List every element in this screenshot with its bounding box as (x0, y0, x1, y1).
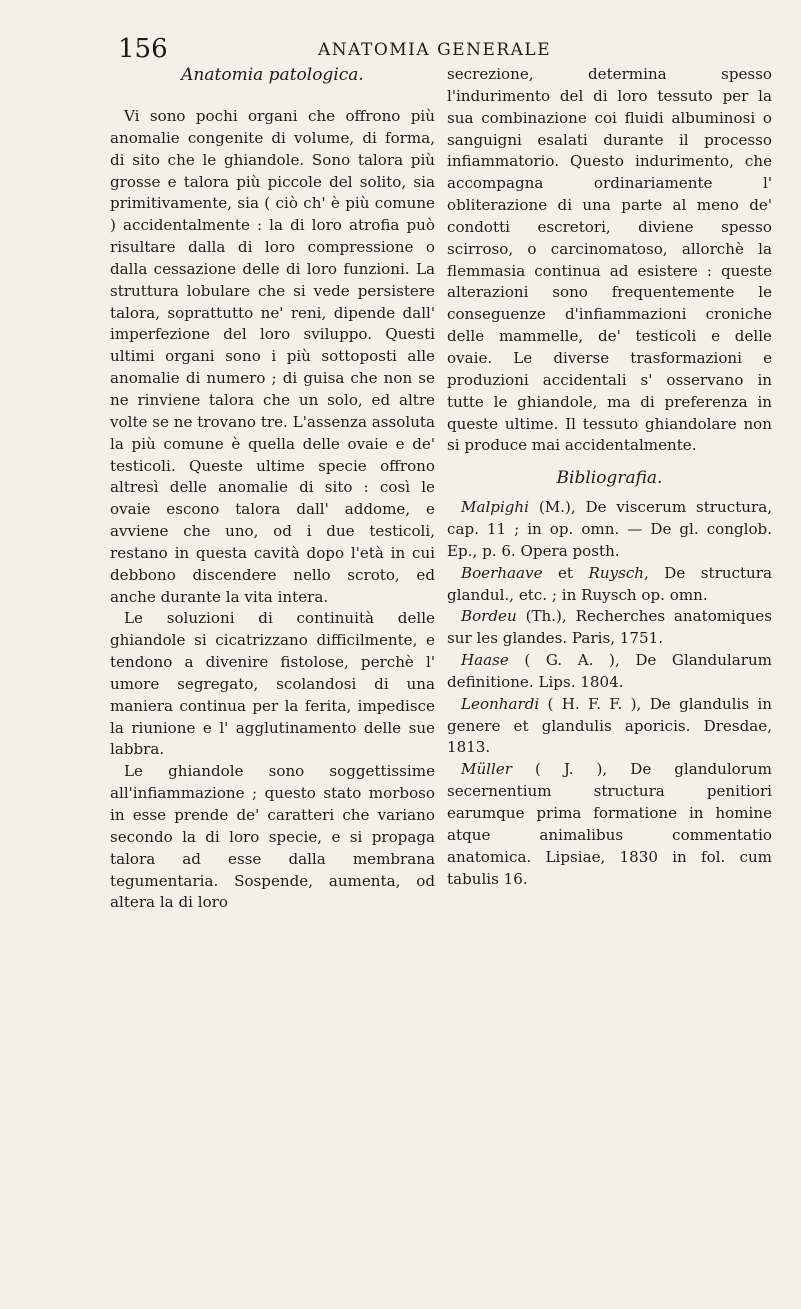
page-number: 156 (118, 34, 168, 64)
left-column (110, 64, 435, 914)
bib-text: ( G. A. ), De Glandularum definitione. Lips. 1804. (447, 651, 772, 691)
section-title: Anatomia patologica. (181, 65, 364, 85)
page-header (118, 34, 768, 68)
paragraph-inflammation: Le ghiandole sono soggettissime all'infiammazione ; questo stato morboso in esse prende de' caratteri che variano secondo la di loro specie, e si propaga talora ad esse dalla membrana tegumentaria. Sospende, aumenta, od altera la di loro (110, 762, 435, 912)
bib-entry (447, 606, 772, 650)
bib-author: Haase (461, 651, 509, 670)
bib-entry (447, 563, 772, 607)
running-head: ANATOMIA GENERALE (318, 40, 552, 60)
paragraph-secretion: secrezione, determina spesso l'indurimento del di loro tessuto per la sua combinazione coi fluidi albuminosi o sanguigni esalati durante il processo infiammatorio. Questo indurimento, che accompagna ordinariamente l' obliterazione di una parte al meno de' condotti escretori, diviene spesso scirroso, o carcinomatoso, allorchè la flemmasia continua ad esistere : queste alterazioni sono frequentemente le conseguenze d'infiammazioni croniche delle mammelle, de' testicoli e delle ovaie. Le diverse trasformazioni e produzioni accidentali s' osservano in tutte le ghiandole, ma di preferenza in queste ultime. Il tessuto ghiandolare non si produce mai accidentalmente. (447, 65, 772, 455)
bib-entry (447, 497, 772, 563)
bib-text: ( J. ), De glandulorum secernentium structura penitiori earumque prima formatione in homine atque animalibus commentatio anatomica. Lipsiae, 1830 in fol. cum tabulis 16. (447, 760, 772, 888)
bib-entry (447, 694, 772, 760)
right-column (447, 64, 772, 890)
bib-author: Leonhardi (461, 694, 540, 713)
bib-author-2: Ruysch (588, 563, 645, 582)
bibliography-title: Bibliografia. (556, 468, 663, 489)
bib-text: , De structura glandul., etc. ; in Ruysch op. omn. (447, 563, 772, 604)
bib-entry (447, 759, 772, 890)
bib-author: Müller (461, 760, 512, 779)
bib-author: Bordeu (461, 607, 517, 626)
bib-entry (447, 650, 772, 694)
bib-author: Malpighi (461, 498, 529, 517)
bib-author: Boerhaave (461, 563, 543, 582)
bib-text: (Th.), Recherches anatomiques sur les glandes. Paris, 1751. (447, 607, 772, 648)
bib-text: (M.), De viscerum structura, cap. 11 ; in op. omn. — De gl. conglob. Ep., p. 6. Opera posth. (447, 498, 772, 560)
paragraph-anomalies: Vi sono pochi organi che offrono più anomalie congenite di volume, di forma, di sito che le ghiandole. Sono talora più grosse e talora più piccole del solito, sia primitivamente, sia ( ciò ch' è più comune ) accidentalmente : la di loro atrofia può risultare dalla di loro compressione o dalla cessazione delle di loro funzioni. La struttura lobulare che si vede persistere talora, soprattutto ne' reni, dipende dall' imperfezione del loro sviluppo. Questi ultimi organi sono i più sottoposti alle anomalie di numero ; di guisa che non se ne rinviene talora che un solo, ed altre volte se ne trovano tre. L'assenza assoluta la più comune è quella delle ovaie e de' testicoli. Queste ultime specie offrono altresì delle anomalie di sito : così le ovaie escono talora dall' addome, e avviene che uno, od i due testicoli, restano in questa cavità dopo l'età in cui debbono discendere nello scroto, ed anche durante la vita intera. (110, 107, 435, 606)
bib-text: ( H. F. F. ), De glandulis in genere et glandulis aporicis. Dresdae, 1813. (447, 694, 772, 757)
bib-conjunction: et (542, 563, 589, 582)
paragraph-wounds: Le soluzioni di continuità delle ghiandole si cicatrizzano difficilmente, e tendono a divenire fistolose, perchè l' umore segregato, scolandosi di una maniera continua per la ferita, impedisce la riunione e l' agglutinamento delle sue labbra. (110, 609, 435, 759)
